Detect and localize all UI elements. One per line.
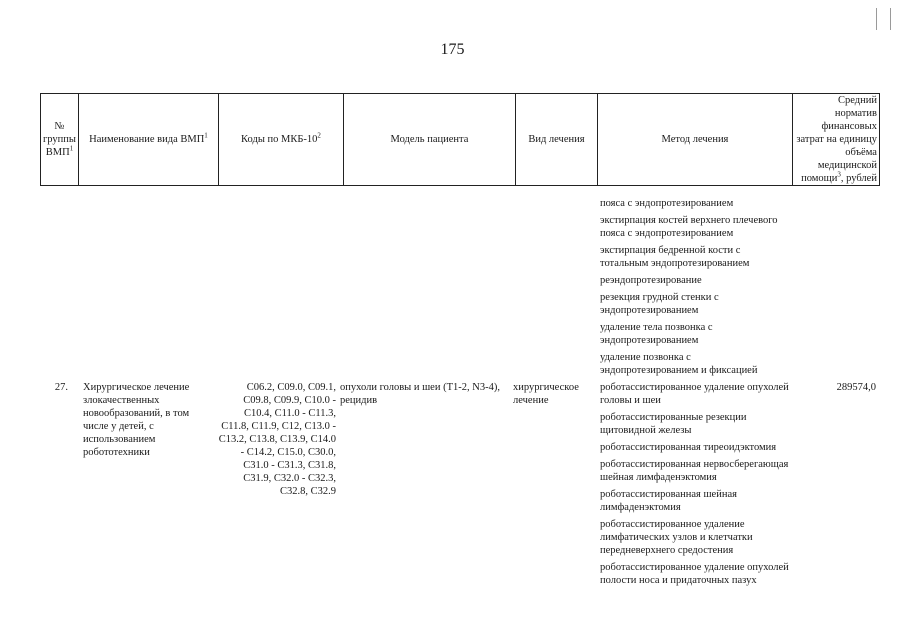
header-patient-model: Модель пациента	[343, 94, 515, 186]
method-item: пояса с эндопротезированием	[600, 198, 734, 209]
method-item: роботассистированное удаление опухолей полости носа и придаточных пазух	[600, 562, 789, 586]
header-treatment-type: Вид лечения	[515, 94, 597, 186]
method-item: экстирпация бедренной кости с тотальным эндопротезированием	[600, 245, 750, 269]
scan-edge-mark	[876, 8, 877, 30]
header-group-number: № группы ВМП$^1$	[41, 94, 79, 186]
methods-column	[600, 197, 790, 591]
method-item: резекция грудной стенки с эндопротезированием	[600, 292, 719, 316]
method-item: роботассистированная шейная лимфаденэктомия	[600, 489, 737, 513]
method-item: экстирпация костей верхнего плечевого пояса с эндопротезированием	[600, 215, 778, 239]
header-treatment-method: Метод лечения	[597, 94, 792, 186]
row-icd-codes: C06.2, C09.0, C09.1, C09.8, C09.9, C10.0 - C10.4, C11.0 - C11.3, C11.8, C11.9, C12, C13.0 - C13.2, C13.8, C13.9, C14.0 - C14.2, C15.0, C30.0, C31.0 - C31.3, C31.8, C31.9, C32.0 - C32.3, C32.8, C32.9	[218, 382, 336, 497]
header-cost-norm: Средний норматив финансовых затрат на единицу объёма медицинской помощи$^3$, рублей	[792, 94, 879, 186]
header-vmp-name: Наименование вида ВМП$^1$	[78, 94, 218, 186]
row-group-number: 27.	[54, 382, 68, 393]
header-icd-codes: Коды по МКБ-$10^2$	[218, 94, 343, 186]
method-item: роботассистированное удаление опухолей головы и шеи	[600, 382, 789, 406]
scan-edge-mark	[890, 8, 891, 30]
method-item: роботассистированное удаление лимфатических узлов и клетчатки передневерхнего средостения	[600, 519, 753, 556]
page-number: 175	[440, 41, 465, 58]
table-header	[40, 93, 880, 186]
method-item: роботассистированная тиреоидэктомия	[600, 442, 777, 453]
method-item: роботассистированная нервосберегающая шейная лимфаденэктомия	[600, 459, 789, 483]
method-item: удаление тела позвонка с эндопротезированием	[600, 322, 713, 346]
method-item: роботассистированные резекции щитовидной железы	[600, 412, 747, 436]
row-patient-model: опухоли головы и шеи (T1-2, N3-4), рецидив	[340, 382, 500, 406]
method-item: удаление позвонка с эндопротезированием и фиксацией	[600, 352, 758, 376]
row-vmp-name: Хирургическое лечение злокачественных новообразований, в том числе у детей, с использованием робототехники	[83, 382, 190, 458]
row-treatment-type: хирургическое лечение	[513, 382, 579, 406]
method-item: реэндопротезирование	[600, 275, 702, 286]
row-cost-norm: 289574,0	[836, 382, 876, 393]
